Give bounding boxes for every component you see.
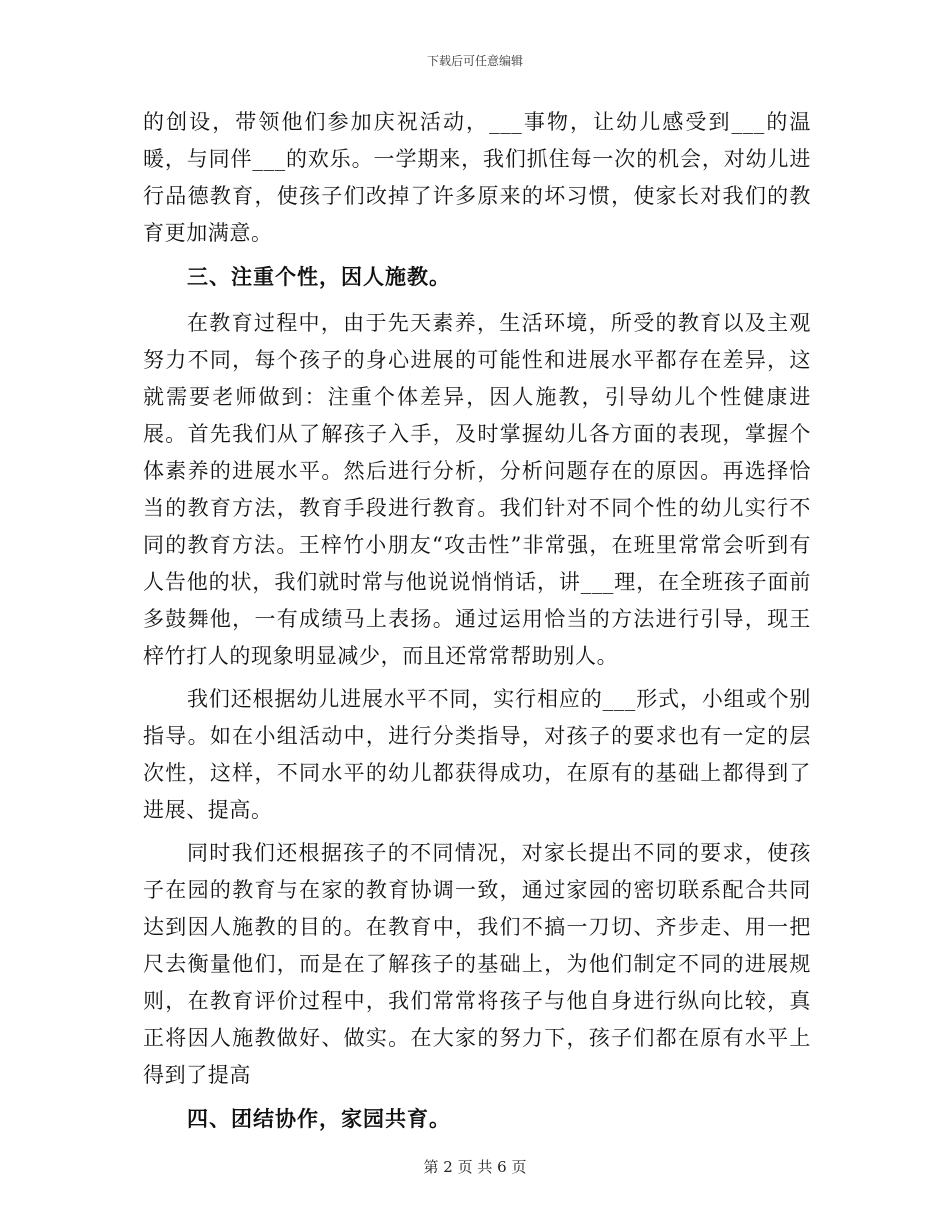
paragraph-continued: 的创设，带领他们参加庆祝活动，___事物，让幼儿感受到___的温暖，与同伴___的欢乐。一学期来，我们抓住每一次的机会，对幼儿进行品德教育，使孩子们改掉了许多原来的坏习惯，使家长对我们的教育更加满意。 bbox=[143, 110, 811, 245]
page-number: 第 2 页 共 6 页 bbox=[423, 1158, 527, 1176]
document-body bbox=[143, 104, 811, 1147]
paragraph-group-guidance: 我们还根据幼儿进展水平不同，实行相应的___形式，小组或个别指导。如在小组活动中，进行分类指导，对孩子的要求也有一定的层次性，这样，不同水平的幼儿都获得成功，在原有的基础上都得到了进展、提高。 bbox=[143, 687, 811, 822]
paragraph-individuality: 在教育过程中，由于先天素养，生活环境，所受的教育以及主观努力不同，每个孩子的身心进展的可能性和进展水平都存在差异，这就需要老师做到：注重个体差异，因人施教，引导幼儿个性健康进展。首先我们从了解孩子入手，及时掌握幼儿各方面的表现，掌握个体素养的进展水平。然后进行分析，分析问题存在的原因。再选择恰当的教育方法，教育手段进行教育。我们针对不同个性的幼儿实行不同的教育方法。王梓竹小朋友“攻击性”非常强，在班里常常会听到有人告他的状，我们就时常与他说说悄悄话，讲___理，在全班孩子面前多鼓舞他，一有成绩马上表扬。通过运用恰当的方法进行引导，现王梓竹打人的现象明显减少，而且还常常帮助别人。 bbox=[143, 311, 811, 668]
page-header: 下载后可任意编辑 bbox=[426, 54, 523, 68]
section-heading-3: 三、注重个性，因人施教。 bbox=[187, 264, 451, 289]
paragraph-parent-cooperation: 同时我们还根据孩子的不同情况，对家长提出不同的要求，使孩子在园的教育与在家的教育协调一致，通过家园的密切联系配合共同达到因人施教的目的。在教育中，我们不搞一刀切、齐步走、用一把尺去衡量他们，而是在了解孩子的基础上，为他们制定不同的进展规则，在教育评价过程中，我们常常将孩子与他自身进行纵向比较，真正将因人施教做好、做实。在大家的努力下，孩子们都在原有水平上得到了提高 bbox=[143, 841, 811, 1087]
section-heading-4: 四、团结协作，家园共育。 bbox=[187, 1106, 451, 1131]
